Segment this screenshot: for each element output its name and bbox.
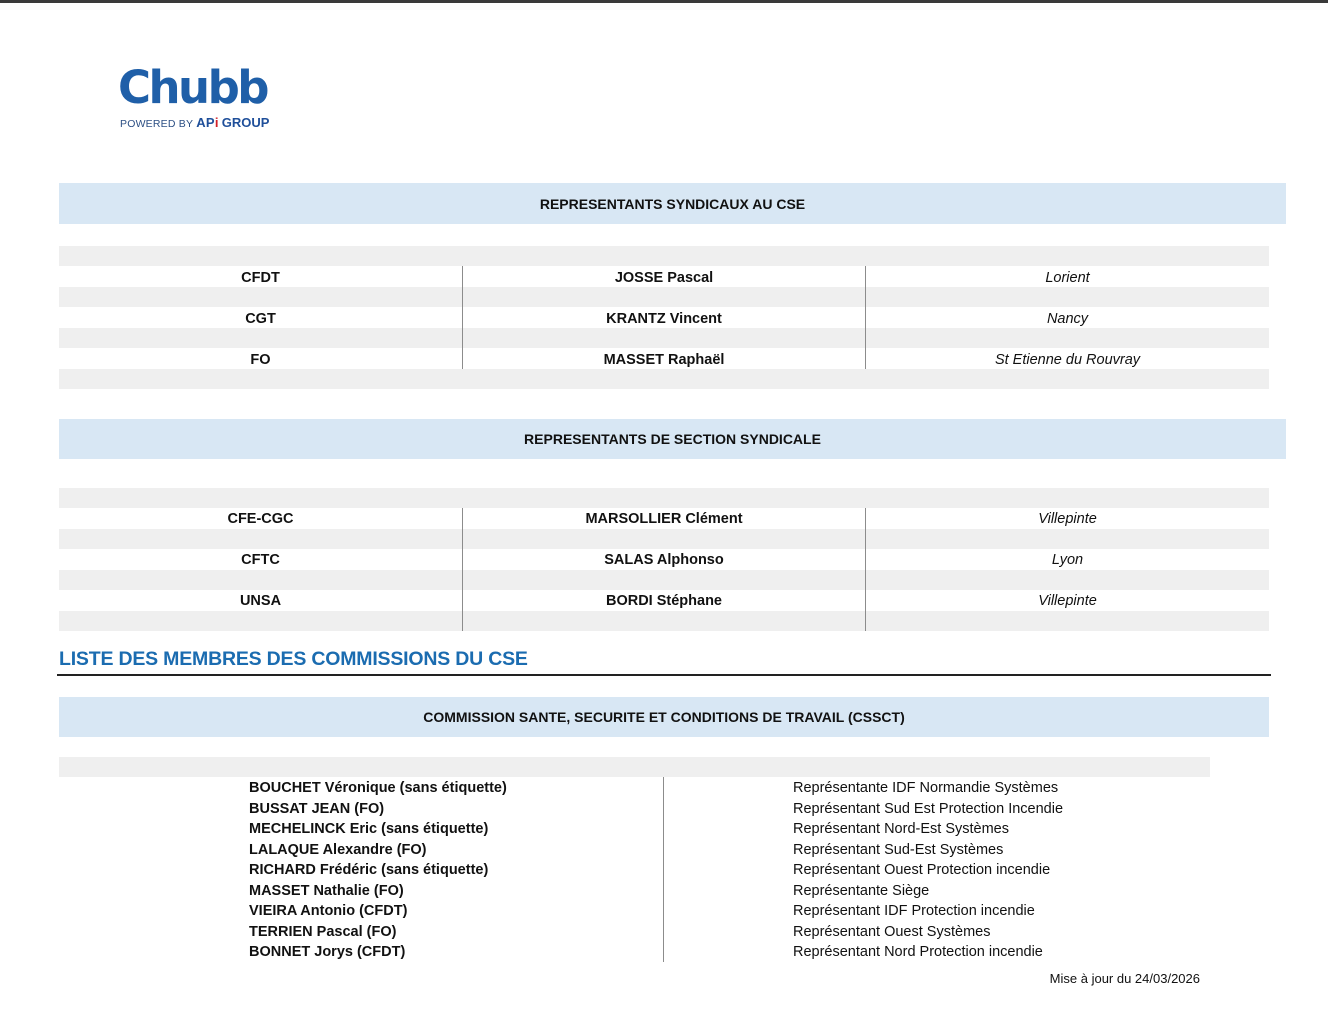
member-role: Représentant Sud Est Protection Incendie	[793, 801, 1064, 817]
member-name: MASSET Nathalie (FO)	[249, 883, 404, 899]
cssct-header: COMMISSION SANTE, SECURITE ET CONDITIONS DE TRAVAIL (CSSCT)	[59, 697, 1269, 737]
section-reps-header: REPRESENTANTS DE SECTION SYNDICALE	[59, 419, 1286, 459]
site-cell: Lorient	[1045, 270, 1090, 286]
member-role: Représentant Ouest Protection incendie	[793, 862, 1051, 878]
logo-powered-by: POWERED BY	[120, 118, 194, 130]
union-cell: CFTC	[241, 552, 280, 568]
member-role: Représentant IDF Protection incendie	[793, 903, 1035, 919]
table-stripe	[59, 328, 1269, 348]
member-role: Représentant Nord-Est Systèmes	[793, 821, 1009, 837]
table-stripe	[59, 287, 1269, 307]
name-cell: KRANTZ Vincent	[606, 311, 722, 327]
union-cell: FO	[250, 352, 271, 368]
column-divider	[663, 777, 664, 962]
top-border	[0, 0, 1328, 3]
table-stripe	[59, 757, 1210, 777]
union-cell: CFDT	[241, 270, 280, 286]
table-stripe	[59, 369, 1269, 389]
logo-wordmark: Chubb	[118, 61, 268, 114]
commissions-heading: LISTE DES MEMBRES DES COMMISSIONS DU CSE	[59, 648, 528, 670]
site-cell: Villepinte	[1038, 511, 1097, 527]
site-cell: Villepinte	[1038, 593, 1097, 609]
update-date: Mise à jour du 24/03/2026	[1049, 971, 1200, 986]
site-cell: St Etienne du Rouvray	[994, 352, 1141, 368]
member-role: Représentant Ouest Systèmes	[793, 924, 991, 940]
member-name: LALAQUE Alexandre (FO)	[249, 842, 427, 858]
union-cell: CGT	[245, 311, 276, 327]
member-name: VIEIRA Antonio (CFDT)	[249, 903, 408, 919]
heading-underline	[57, 674, 1271, 676]
site-cell: Lyon	[1051, 552, 1084, 568]
member-role: Représentante IDF Normandie Systèmes	[793, 780, 1059, 796]
table-stripe	[59, 529, 1269, 549]
name-cell: JOSSE Pascal	[614, 270, 714, 286]
member-name: TERRIEN Pascal (FO)	[249, 924, 397, 940]
member-name: BOUCHET Véronique (sans étiquette)	[249, 780, 507, 796]
union-cell: CFE-CGC	[227, 511, 294, 527]
member-name: BUSSAT JEAN (FO)	[249, 801, 385, 817]
member-name: MECHELINCK Eric (sans étiquette)	[249, 821, 489, 837]
table-stripe	[59, 488, 1269, 508]
table-stripe	[59, 570, 1269, 590]
member-name: BONNET Jorys (CFDT)	[249, 944, 406, 960]
union-cell: UNSA	[239, 593, 282, 609]
table-stripe	[59, 246, 1269, 266]
member-role: Représentante Siège	[793, 883, 930, 899]
chubb-logo	[118, 61, 288, 134]
site-cell: Nancy	[1046, 311, 1089, 327]
logo-tagline	[120, 117, 269, 130]
union-reps-header: REPRESENTANTS SYNDICAUX AU CSE	[59, 183, 1286, 224]
member-role: Représentant Sud-Est Systèmes	[793, 842, 1004, 858]
member-name: RICHARD Frédéric (sans étiquette)	[249, 862, 489, 878]
logo-group: GROUP	[221, 115, 270, 130]
name-cell: SALAS Alphonso	[604, 552, 724, 568]
name-cell: MASSET Raphaël	[603, 352, 725, 368]
name-cell: BORDI Stéphane	[605, 593, 722, 609]
name-cell: MARSOLLIER Clément	[585, 511, 743, 527]
member-role: Représentant Nord Protection incendie	[793, 944, 1043, 960]
table-stripe	[59, 611, 1269, 631]
logo-api: APi	[196, 115, 219, 130]
